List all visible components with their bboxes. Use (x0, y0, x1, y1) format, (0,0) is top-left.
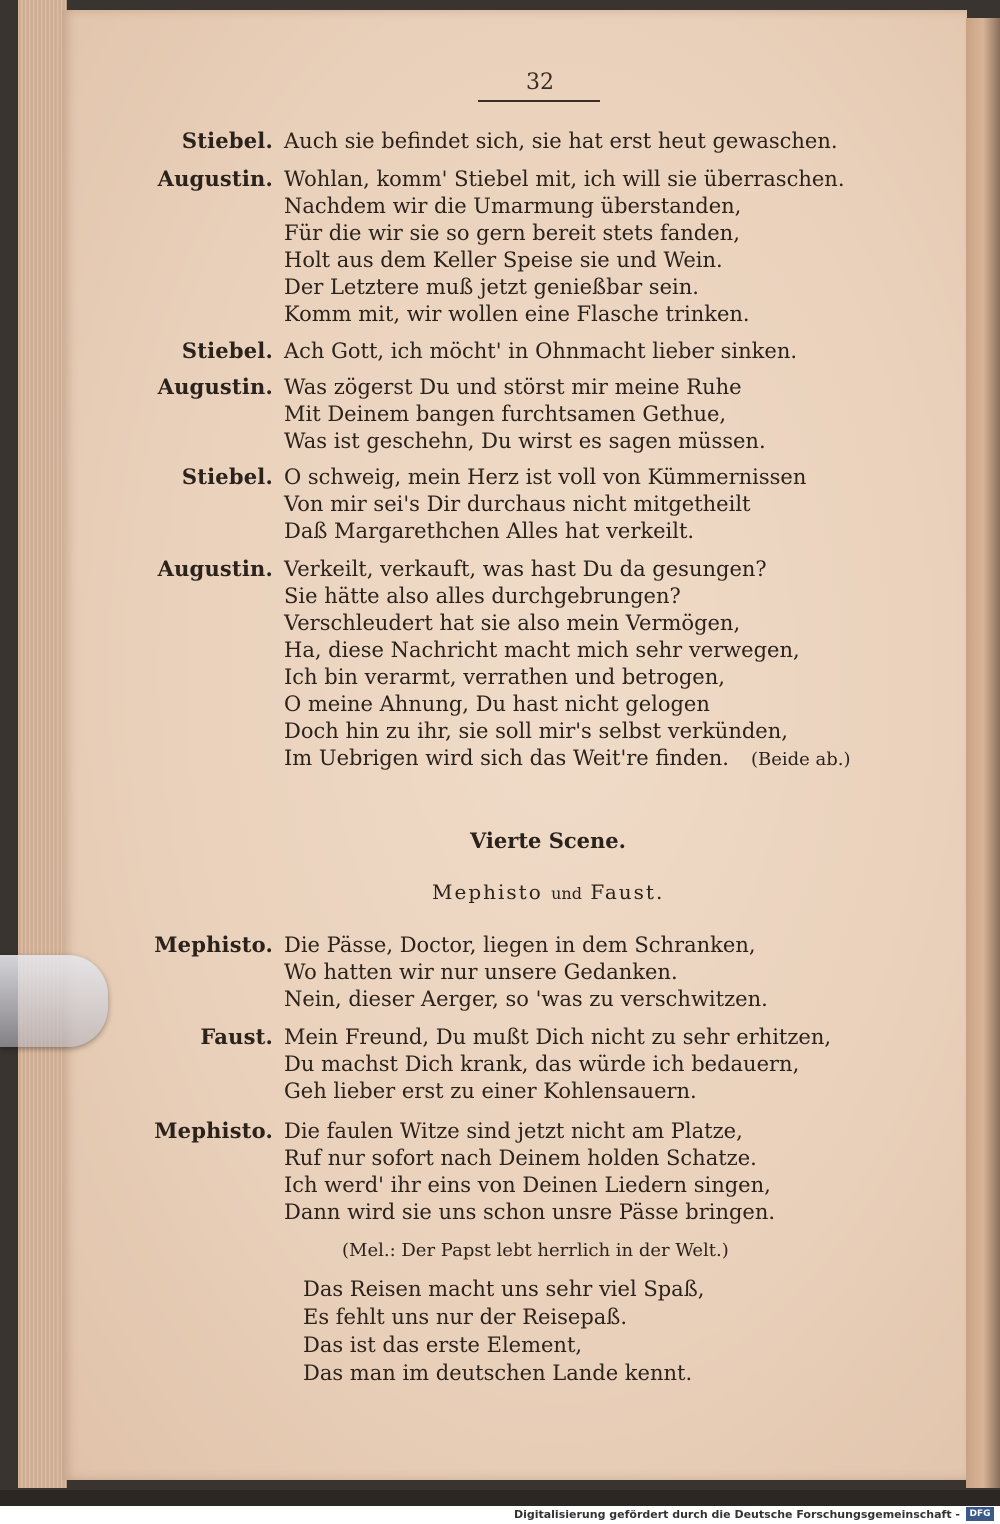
scene-title: Vierte Scene. (470, 828, 626, 853)
verse-line: Für die wir sie so gern bereit stets fanden, (284, 221, 740, 245)
scene-person-faust: Faust. (590, 880, 665, 904)
verse-line: Verkeilt, verkauft, was hast Du da gesungen? (284, 557, 767, 581)
speaker-name: Faust. (200, 1024, 273, 1049)
verse-line: Geh lieber erst zu einer Kohlensauern. (284, 1079, 697, 1103)
verse-line: Verschleudert hat sie also mein Vermögen, (284, 611, 741, 635)
page-number-rule (478, 100, 600, 102)
verse-line: Der Letztere muß jetzt genießbar sein. (284, 275, 699, 299)
verse-line: Wo hatten wir nur unsere Gedanken. (284, 960, 678, 984)
song-verse (303, 1275, 704, 1387)
speaker-name: Stiebel. (181, 464, 273, 489)
scene-persons (432, 880, 664, 904)
verse-line: Mit Deinem bangen furchtsamen Gethue, (284, 402, 727, 426)
scene-person-mephisto: Mephisto (432, 880, 543, 904)
verse-line: Die faulen Witze sind jetzt nicht am Platze, (284, 1119, 743, 1143)
footer-credit: Digitalisierung gefördert durch die Deutsche Forschungsgemeinschaft - (513, 1508, 960, 1521)
song-line: Das Reisen macht uns sehr viel Spaß, (303, 1277, 705, 1301)
speaker-name: Stiebel. (181, 128, 273, 153)
verse-line: Was ist geschehn, Du wirst es sagen müssen. (284, 429, 766, 453)
verse-line: Holt aus dem Keller Speise sie und Wein. (284, 248, 723, 272)
verse-line: Die Pässe, Doctor, liegen in dem Schranken, (284, 933, 756, 957)
verse-line: Mein Freund, Du mußt Dich nicht zu sehr erhitzen, (284, 1025, 832, 1049)
verse-line: Ha, diese Nachricht macht mich sehr verwegen, (284, 638, 800, 662)
speaker-name: Mephisto. (154, 1118, 273, 1143)
verse-line: Ich werd' ihr eins von Deinen Liedern singen, (284, 1173, 771, 1197)
verse-line-with-stage-direction (284, 745, 851, 772)
verse-text: Im Uebrigen wird sich das Weit're finden. (284, 746, 729, 770)
stage-direction: (Beide ab.) (750, 749, 851, 770)
verse-line: Wohlan, komm' Stiebel mit, ich will sie überraschen. (284, 167, 845, 191)
verse-line: Auch sie befindet sich, sie hat erst heut gewaschen. (284, 129, 838, 153)
verse-line: O schweig, mein Herz ist voll von Kümmernissen (284, 465, 807, 489)
verse-line: O meine Ahnung, Du hast nicht gelogen (284, 692, 710, 716)
verse-line: Doch hin zu ihr, sie soll mir's selbst verkünden, (284, 719, 788, 743)
page-clip (0, 955, 108, 1047)
verse-line: Komm mit, wir wollen eine Flasche trinken. (284, 302, 750, 326)
song-line: Das man im deutschen Lande kennt. (303, 1361, 693, 1385)
verse-line: Ruf nur sofort nach Deinem holden Schatze. (284, 1146, 757, 1170)
song-line: Es fehlt uns nur der Reisepaß. (303, 1305, 628, 1329)
verse-line: Du machst Dich krank, das würde ich bedauern, (284, 1052, 800, 1076)
book-right-edge (966, 18, 1000, 1488)
verse-line: Nachdem wir die Umarmung überstanden, (284, 194, 742, 218)
song-melody-note: (Mel.: Der Papst lebt herrlich in der Welt.) (342, 1240, 729, 1261)
verse-line: Daß Margarethchen Alles hat verkeilt. (284, 519, 695, 543)
speaker-name: Augustin. (157, 374, 273, 399)
page-number: 32 (526, 70, 554, 95)
verse-line: Was zögerst Du und störst mir meine Ruhe (284, 375, 742, 399)
speaker-name: Stiebel. (181, 338, 273, 363)
book-page-edges (18, 0, 67, 1488)
verse-line: Von mir sei's Dir durchaus nicht mitgetheilt (284, 492, 751, 516)
speaker-name: Augustin. (157, 556, 273, 581)
speaker-name: Mephisto. (154, 932, 273, 957)
dfg-logo-icon: DFG (966, 1507, 994, 1521)
verse-line: Ach Gott, ich möcht' in Ohnmacht lieber sinken. (284, 339, 798, 363)
verse-line: Sie hätte also alles durchgebrungen? (284, 584, 681, 608)
speaker-name: Augustin. (157, 166, 273, 191)
verse-line: Dann wird sie uns schon unsre Pässe bringen. (284, 1200, 776, 1224)
scene-persons-and: und (551, 884, 582, 903)
verse-line: Ich bin verarmt, verrathen und betrogen, (284, 665, 725, 689)
song-line: Das ist das erste Element, (303, 1333, 583, 1357)
verse-line: Nein, dieser Aerger, so 'was zu verschwitzen. (284, 987, 768, 1011)
